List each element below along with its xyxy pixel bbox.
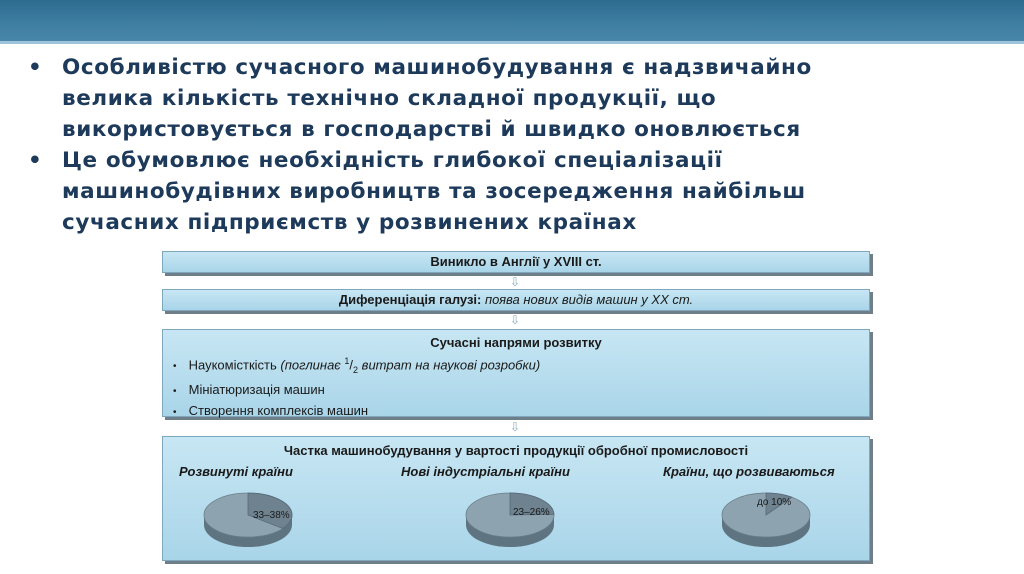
pie-newly-industrial [455,485,565,555]
direction-item-note: витрат на наукові розробки) [361,357,541,373]
bullet-marker: • [28,55,43,80]
bullet-list [28,52,1008,238]
bullet-line: Це обумовлює необхідність глибокої спеціалізації [62,148,723,173]
machine-building-diagram [162,249,874,563]
differentiation-box [162,289,870,311]
direction-item-text: Мініатюризація машин [188,381,325,397]
bullet-dot-icon: • [173,361,177,373]
direction-item-note: (поглинає [280,357,341,373]
bullet-item [28,145,1008,238]
origin-box [162,251,870,273]
list-item [173,380,869,401]
pie-value-label: 33–38% [253,510,290,521]
pie-developed [193,485,303,555]
down-arrow-icon: ⇩ [509,275,521,289]
share-title: Частка машинобудування у вартості продукції обробної промисловості [283,443,749,458]
directions-box [162,329,870,417]
group-label-newly-industrial: Нові індустріальні країни [401,464,570,479]
bullet-marker: • [28,148,43,173]
list-item: • Наукомісткість (поглинає $^1/_2$ витрат на наукові розробки) [173,356,541,375]
group-label-developed: Розвинуті країни [179,464,293,479]
bullet-dot-icon: • [173,385,177,397]
differentiation-detail: поява нових видів машин у XX ст. [485,292,694,307]
bullet-dot-icon: • [173,406,177,418]
bullet-line: сучасних підприємств у розвинених країнах [62,210,637,235]
pie-value-label: 23–26% [513,507,550,518]
direction-item-text: Наукомісткість [188,357,277,373]
fraction-denominator: 2 [353,364,359,375]
bullet-line: велика кількість технічно складної продукції, що [62,86,717,111]
directions-list [173,352,869,422]
directions-title: Сучасні напрями розвитку [430,335,602,350]
bullet-line: Особливістю сучасного машинобудування є надзвичайно [62,55,812,80]
bullet-line: використовується в господарстві й швидко оновлюється [62,117,801,142]
differentiation-label: Диференціація галузі: [338,292,482,307]
down-arrow-icon: ⇩ [509,313,521,327]
pie-value-label: до 10% [757,497,792,508]
down-arrow-icon: ⇩ [509,420,521,434]
header-band [0,0,1024,44]
direction-item-text: Створення комплексів машин [188,402,369,418]
group-label-developing: Країни, що розвиваються [663,464,835,479]
bullet-item [28,52,1008,145]
list-item [173,401,869,422]
pie-developing [711,485,821,555]
origin-text: Виникло в Англії у XVIII ст. [430,254,602,269]
fraction-numerator: 1 [344,356,350,366]
bullet-line: машинобудівних виробництв та зосередження найбільш [62,179,806,204]
differentiation-text [163,290,869,310]
share-box [162,436,870,561]
